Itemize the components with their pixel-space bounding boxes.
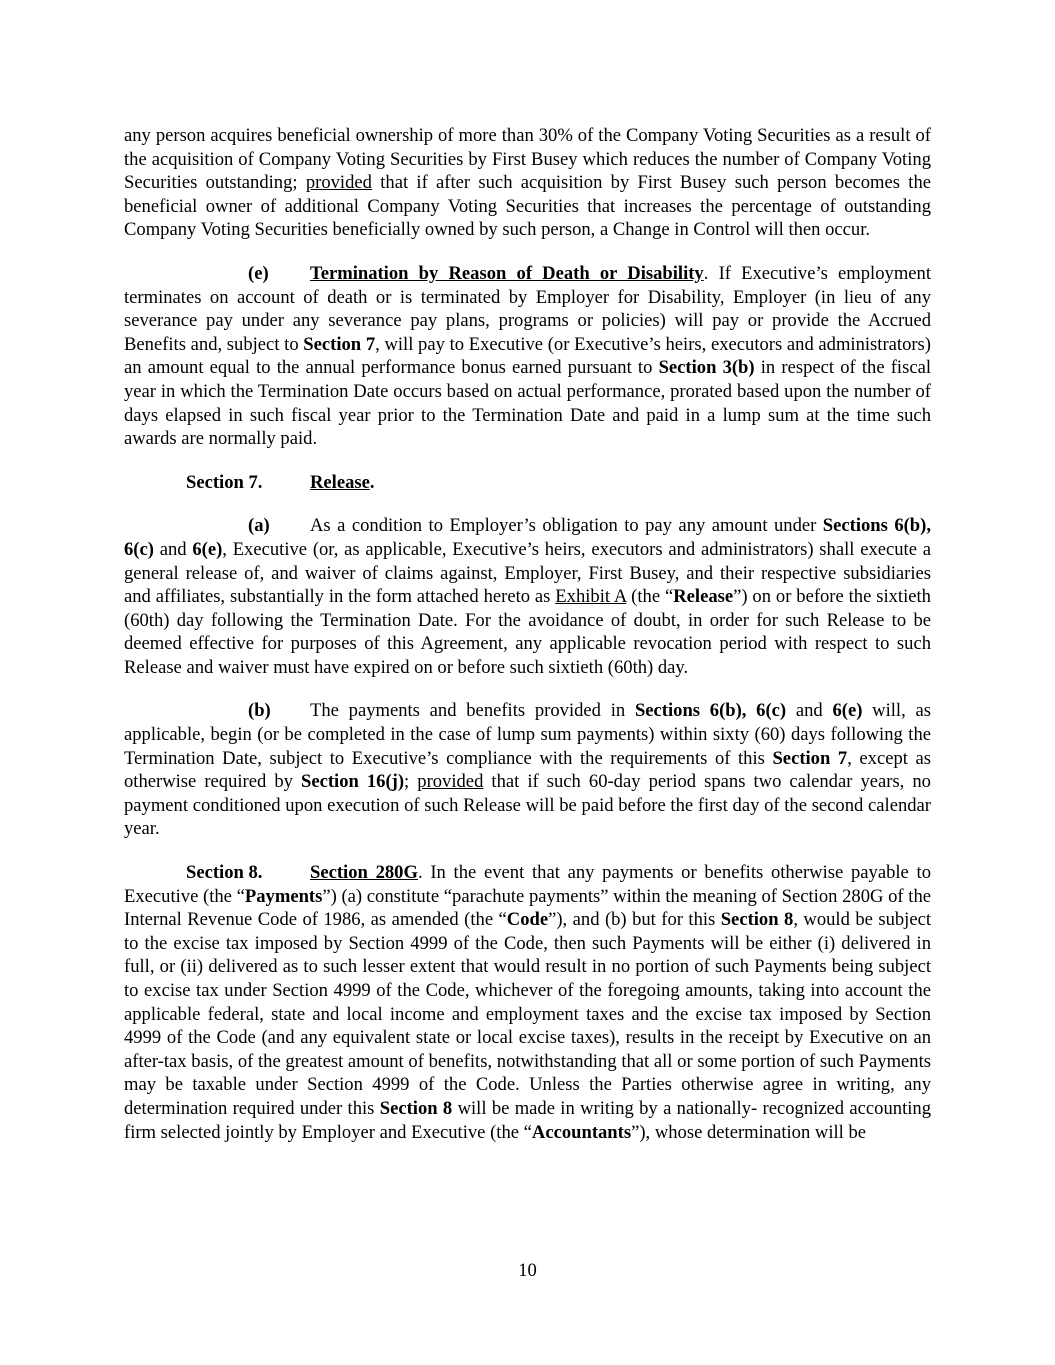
subsection-heading: Termination by Reason of Death or Disability — [310, 262, 704, 284]
section-7-heading: Section 7. Release. — [186, 471, 375, 493]
subsection-label: (a) — [248, 515, 270, 537]
section-title: Section 280G — [310, 862, 418, 884]
paragraph-termination-death-disability: (e) Termination by Reason of Death or Disability. If Executive’s employment terminates on account of death or is terminated by Employer for Disability, Employer (in lieu of any severance pay under any severance pay plans, programs or policies) will pay or provide the Accrued Benefits and, subject to Section 7, will pay to Executive (or Executive’s heirs, executors and administrators) an amount equal to the annual performance bonus earned pursuant to Section 3(b) in respect of the fiscal year in which the Termination Date occurs based on actual performance, prorated based upon the number of days elapsed in such fiscal year prior to the Termination Date and paid in a lump sum at the time such awards are normally paid. — [124, 262, 932, 450]
provided-term: provided — [305, 172, 372, 194]
page-number: 10 — [518, 1260, 537, 1281]
subsection-label: (e) — [248, 262, 269, 284]
provided-term: provided — [417, 771, 484, 793]
subsection-label: (b) — [248, 700, 271, 722]
paragraph-release-b: (b) The payments and benefits provided in Sections 6(b), 6(c) and 6(e) will, as applicable, begin (or be completed in the case of lump sum payments) within sixty (60) days following the Termination Date, subject to Executive’s compliance with the requirements of this Section 7, except as otherwise required by Section 16(j); provided that if such 60-day period spans two calendar years, no payment conditioned upon execution of such Release will be paid before the first day of the second calendar year. — [124, 700, 931, 840]
section-title: Release — [310, 471, 370, 493]
section-8-paragraph: Section 8. Section 280G. In the event that any payments or benefits otherwise payable to Executive (the “Payments”) (a) constitute “parachute payments” within the meaning of Section 280G of the Internal Revenue Code of 1986, as amended (the “Code”), and (b) but for this Section 8, would be subject to the excise tax imposed by Section 4999 of the Code, then such Payments will be either (i) delivered in full, or (ii) delivered as to such lesser extent that would result in no portion of such Payments being subject to excise tax under Section 4999 of the Code, whichever of the foregoing amounts, taking into account the applicable federal, state and local income and employment taxes and the excise tax imposed by Section 4999 of the Code (and any equivalent state or local excise taxes), results in the receipt by Executive on an after-tax basis, of the greatest amount of benefits, notwithstanding that all or some portion of such Payments may be taxable under Section 4999 of the Code. Unless the Parties otherwise agree in writing, any determination required under this Section 8 will be made in writing by a nationally- recognized accounting firm selected jointly by Employer and Executive (the “Accountants”), whose determination will be — [124, 862, 932, 1143]
section-label: Section 8. — [186, 862, 263, 884]
section-label: Section 7. — [186, 471, 263, 493]
exhibit-reference: Exhibit A — [555, 586, 627, 608]
paragraph-change-in-control-continuation: any person acquires beneficial ownership of more than 30% of the Company Voting Securities as a result of the acquisition of Company Voting Securities by First Busey which reduces the number of Company Voting Securities outstanding; provided that if after such acquisition by First Busey such person becomes the beneficial owner of additional Company Voting Securities that increases the percentage of outstanding Company Voting Securities beneficially owned by such person, a Change in Control will then occur. — [124, 125, 931, 241]
document-body — [124, 124, 931, 1164]
paragraph-release-a: (a) As a condition to Employer’s obligation to pay any amount under Sections 6(b), 6(c) and 6(e), Executive (or, as applicable, Executive’s heirs, executors and administrators) shall execute a general release of, and waiver of claims against, Employer, First Busey, and their respective subsidiaries and affiliates, substantially in the form attached hereto as Exhibit A (the “Release”) on or before the sixtieth (60th) day following the Termination Date. For the avoidance of doubt, in order for such Release to be deemed effective for purposes of this Agreement, any applicable revocation period with respect to such Release and waiver must have expired on or before such sixtieth (60th) day. — [124, 515, 931, 678]
